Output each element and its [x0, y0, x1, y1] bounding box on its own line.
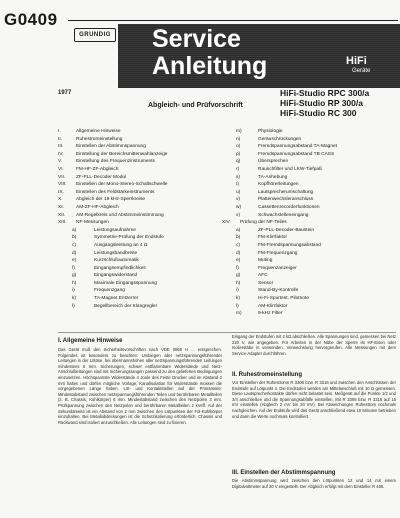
model-3: HiFi-Studio RC 300 — [280, 108, 357, 118]
toc-entry-label: AFC — [258, 273, 268, 279]
brand-logo: GRUNDIG — [74, 28, 116, 42]
toc-entry-label: Leistungsaufnahme — [94, 227, 136, 233]
toc-entry-label: Sensor — [258, 280, 274, 286]
toc-entry-label: FM-Klirrfaktor — [258, 235, 288, 241]
toc-entry — [222, 295, 392, 303]
toc-entry — [222, 174, 392, 182]
hifi-badge: HiFi — [346, 55, 367, 67]
toc-entry-number: t) — [236, 182, 239, 188]
toc-entry — [58, 257, 208, 265]
toc-entry-label: Einstellen der Mono-Stereo-Schaltschwelle — [76, 182, 168, 188]
toc-entry-number: II. — [58, 136, 62, 142]
toc-entry-number: IX. — [58, 189, 64, 195]
section-3-title: III. Einstellen der Abstimmspannung — [232, 470, 336, 476]
toc-entry-label: AM-Regelkreis und Abstimmeinstimmung — [76, 212, 164, 218]
toc-entry-label: TA-Anhebung — [258, 174, 288, 180]
section-divider — [58, 332, 396, 333]
toc-entry-number: XII. — [58, 212, 66, 218]
toc-entry-number: l) — [72, 303, 75, 309]
toc-entry-label: FM-Frequenzgang — [258, 250, 298, 256]
toc-entry-label: Einstellung der Bereichsmittenwahlanzeige — [76, 151, 168, 157]
toc-entry-number: a) — [236, 227, 241, 233]
toc-entry-number: c) — [236, 242, 240, 248]
toc-entry-label: ZF-PLL-Decoder-Baustein — [258, 227, 314, 233]
toc-entry-number: m) — [236, 311, 242, 317]
toc-entry-number: m) — [236, 129, 242, 134]
toc-entry-label: Maximale Eingangsspannung — [94, 280, 157, 286]
toc-entry-number: X. — [58, 197, 63, 203]
toc-entry-number: V. — [58, 159, 63, 165]
toc-entry-number: q) — [236, 159, 241, 165]
right-text-column — [232, 334, 396, 496]
toc-entry-number: VI. — [58, 166, 64, 172]
toc-entry-label: Rauschfilter und LKW-Tiefpaß — [258, 166, 322, 172]
toc-entry-number: XI. — [58, 204, 64, 210]
section-2-body: Vor Einstellen der Ruhestroms R 3306 bzw. R 3316 und zwischen den Anschlüssen der Endstufe auf Lötpunkt 4. Die Endstufen werden am Mittelanschluß mit 10 Ω gemessen. Diese Lautsprecherkontakte dürfen nicht belastet sein. Meßgerät auf die Punkte 1/2 und 3/4 anschließen und die Spannungsabfälle einstellen. Mit R 3306 bzw. R 3316 auf 15 mV einstellen (Abgleich 2 mV bis 20 mV). Bei Abweichungen Ruhestrom nochmals nachgleichen. Auf der Endstufe wird das Gerät anschließend etwa 10 Minuten betrieben und dann die Werte nochmals kontrolliert. — [232, 380, 396, 419]
toc-entry — [222, 227, 392, 235]
toc-entry-number: f) — [72, 265, 75, 271]
section-3-body: Die Abstimmspannung wird zwischen den Lötpunkten 12 und 14 mit einem Digitalvoltmeter auf 30 V eingestellt. Der Abgleich erfolgt mit dem Einsteller R 466. — [232, 478, 396, 489]
toc-entry — [222, 250, 392, 258]
toc-entry-number: f) — [236, 265, 239, 271]
toc-entry-label: Physiologie — [258, 129, 283, 134]
toc-entry-label: Allgemeine Hinweise — [76, 129, 121, 134]
toc-entry-number: h) — [72, 280, 77, 286]
toc-entry-number: d) — [236, 250, 241, 256]
title-line-1: Service — [152, 25, 241, 53]
year: 1977 — [58, 90, 72, 96]
toc-entry — [58, 166, 208, 174]
toc-entry-number: g) — [236, 273, 241, 279]
toc-entry-number: s) — [236, 174, 240, 180]
toc-entry — [58, 303, 208, 311]
model-2: HiFi-Studio RP 300/a — [280, 98, 363, 108]
toc-entry — [222, 234, 392, 242]
toc-entry-label: Muting — [258, 258, 273, 264]
toc-entry — [58, 136, 208, 144]
toc-entry-number: p) — [236, 151, 241, 157]
document-code: G0409 — [4, 10, 58, 29]
toc-entry — [222, 166, 392, 174]
toc-entry — [58, 280, 208, 288]
toc-entry-label: ZF-PLL-Decoder Modul — [76, 174, 127, 180]
toc-entry-label: Übersprechen — [258, 159, 289, 165]
toc-entry-number: o) — [236, 144, 241, 150]
toc-entry-label: Geräuschrückungen — [258, 136, 302, 142]
toc-entry — [222, 310, 392, 318]
toc-entry — [222, 257, 392, 265]
toc-entry-label: Fremdspannungsabstand TA-Magnet — [258, 144, 338, 150]
toc-entry — [58, 196, 208, 204]
toc-entry-number: a) — [72, 227, 77, 233]
toc-entry — [222, 242, 392, 250]
toc-entry — [222, 280, 392, 288]
toc-entry-number: l) — [236, 303, 239, 309]
toc-entry — [222, 303, 392, 311]
toc-entry — [222, 219, 392, 227]
toc-entry-label: Hi-Fi-Spurtest, Pilotnote — [258, 296, 309, 302]
toc-entry-number: d) — [72, 250, 77, 256]
toc-entry — [222, 136, 392, 144]
toc-entry-label: Leistungsbandbreite — [94, 250, 138, 256]
toc-entry-number: x) — [236, 212, 240, 218]
toc-entry — [222, 212, 392, 220]
left-text-column — [58, 338, 222, 513]
toc-entry-label: Kurzschlußautomatik — [94, 258, 139, 264]
document-title — [152, 26, 267, 80]
toc-entry-label: AM-Klirrfaktor — [258, 303, 288, 309]
toc-entry — [222, 151, 392, 159]
toc-entry-label: Einstellen der Abstimmspannung — [76, 144, 146, 150]
toc-entry-label: TA-Magnet Entzerrer — [94, 296, 139, 302]
toc-entry-label: Einstellung des Frequenzinstruments — [76, 159, 155, 165]
toc-entry — [58, 143, 208, 151]
toc-entry-number: b) — [236, 235, 241, 241]
toc-entry — [58, 295, 208, 303]
toc-entry — [222, 128, 392, 136]
toc-entry-number: XIV. — [222, 220, 231, 226]
toc-entry-label: Kopfhörerleitungen — [258, 182, 299, 188]
section-1-body: Das Gerät muß den Sicherheitsvorschriften nach VDE 0860 H ... entsprechen. Folgendes ist besonders zu beachten: Umbiegen aller netzspannungsführender Leitungen in der Lötöse, bei übermannshohen aller netzspannungsführenden Leitungen mindestens 6 mm. Sicherungen, schwer entflammbare Widerstände und Netz-Anschlußleitungen sind mit Sicherungsrangen passend zu den gelieferten Bedingungen einzusetzen. Höchspannste Widerstände 4 Joule des Feste Drucker und im Abstand 2 mm halten und dürfen mögliche Vorlage, Kanalisolation für Widerstände müssen die vorgegebenen Länge haben. Löt- und Kontaktstellen auf der Primärseite: Mindestabstand zwischen netzspannungsführenden Teilen und berührbaren Metallteilen (z. B. Chassis, Kühlkörper) 6 mm. Mindestabstand zwischen den Netzpolen 3 mm. Prüfspannung zwischen den Netzpolen und berührbaren Metallteilen 2 kVeff. Auf der Sekundärseite ist ein Abstand von 2 mm zwischen den Lötpunkten der Fol-Kühlkörper einzuhalten. Bei Metallabdeckungen ist die Schutzisolierung erforderlich. Chassis und Rückwand sind isoliert anzuschließen. Alle Leitungen sind zu fixieren. — [58, 347, 222, 425]
model-list — [280, 88, 369, 118]
toc-entry — [58, 287, 208, 295]
toc-entry-number: c) — [72, 242, 76, 248]
toc-entry — [222, 143, 392, 151]
toc-entry-label: Ruhestromeinstellung — [76, 136, 123, 142]
toc-entry-label: Abgleich der 19 kHz-Sperrkreise — [76, 197, 146, 203]
toc-entry — [58, 250, 208, 258]
toc-entry — [222, 204, 392, 212]
toc-entry-number: r) — [236, 166, 240, 172]
title-line-2: Anleitung — [152, 52, 268, 80]
toc-entry — [58, 234, 208, 242]
toc-entry-number: i) — [72, 288, 75, 294]
toc-entry-label: FM-Fremdspannungsabstand — [258, 242, 321, 248]
toc-entry-label: Symmetrie-Prüfung der Endstufe — [94, 235, 164, 241]
toc-entry-label: Ausgangsleistung an 4 Ω — [94, 242, 148, 248]
toc-entry-number: w) — [236, 204, 242, 210]
toc-entry-label: Eingangswiderstand — [94, 273, 138, 279]
toc-entry — [58, 204, 208, 212]
header-rule — [68, 20, 398, 21]
toc-entry — [222, 189, 392, 197]
toc-entry-number: b) — [72, 235, 77, 241]
toc-entry-number: IV. — [58, 151, 64, 157]
toc-entry-label: Schwachstelleneingang — [258, 212, 309, 218]
section-1-continued: Eingang der Endstufen mit 2 kΩ abschließen. Alle Spannungen sind, gemessen bei Netz 220 V, wie angegeben. Für Arbeiten in der Nähe der Sperre ist HF-Eisen oder Isolierstäbe in verwenden, Verwechslung hervorgerufen. Alle Messungen mit dem Service-Adapter durchführen. — [232, 334, 396, 356]
toc-entry-number: VIII. — [58, 182, 67, 188]
toc-entry — [58, 219, 208, 227]
toc-entry — [222, 265, 392, 273]
toc-entry-number: III. — [58, 144, 64, 150]
subtitle: Abgleich- und Prüfvorschrift — [148, 102, 243, 109]
toc-entry — [58, 227, 208, 235]
section-1-title: I. Allgemeine Hinweise — [58, 338, 123, 344]
toc-entry-label: NF-Messungen — [76, 220, 109, 226]
toc-right-column — [222, 128, 392, 318]
toc-entry-number: XIII. — [58, 220, 67, 226]
toc-left-column — [58, 128, 208, 310]
toc-entry-label: Stand-By-Kontrolle — [258, 288, 299, 294]
toc-entry — [58, 265, 208, 273]
toc-entry-number: v) — [236, 197, 240, 203]
toc-entry — [58, 128, 208, 136]
toc-entry-label: Prüfung der NF-Teiles — [240, 220, 287, 226]
toc-entry-label: Frequenzgang — [94, 288, 125, 294]
toc-entry-label: Begellbereich der Klangregler — [94, 303, 158, 309]
toc-entry-number: h) — [236, 280, 241, 286]
toc-entry — [58, 272, 208, 280]
toc-entry-number: u) — [236, 189, 241, 195]
toc-entry — [58, 151, 208, 159]
toc-entry-number: g) — [72, 273, 77, 279]
toc-entry — [58, 242, 208, 250]
toc-entry-number: e) — [72, 258, 77, 264]
toc-entry — [58, 158, 208, 166]
toc-entry-label: Plattenwechsleranschluss — [258, 197, 314, 203]
toc-entry-number: e) — [236, 258, 241, 264]
section-2-title: II. Ruhestromeinstellung — [232, 372, 303, 378]
toc-entry-label: Fremdspannungsabstand TB CASS — [258, 151, 335, 157]
toc-entry — [58, 212, 208, 220]
toc-entry-label: Lautsprecherumschaltung — [258, 189, 314, 195]
toc-entry-label: Eingangsempfindlichkeit — [94, 265, 146, 271]
toc-entry — [58, 181, 208, 189]
hifi-badge-sub: Geräte — [352, 68, 371, 74]
toc-entry-label: AM-ZF-HF-Abgleich — [76, 204, 119, 210]
toc-entry-number: VII. — [58, 174, 66, 180]
toc-entry-label: Cassettenrecorderfunktionen — [258, 204, 320, 210]
toc-entry — [222, 196, 392, 204]
model-1: HiFi-Studio RPC 300/a — [280, 88, 370, 98]
toc-entry — [222, 287, 392, 295]
toc-entry-number: k) — [236, 296, 240, 302]
toc-entry — [58, 189, 208, 197]
toc-entry — [222, 158, 392, 166]
toc-entry-label: Einstellen des Feldstärkeinstruments — [76, 189, 155, 195]
toc-entry — [58, 174, 208, 182]
toc-entry-label: Frequenzanzeiger — [258, 265, 297, 271]
toc-entry-number: k) — [72, 296, 76, 302]
toc-entry-number: n) — [236, 136, 241, 142]
toc-entry-number: i) — [236, 288, 239, 294]
toc-entry — [222, 272, 392, 280]
toc-entry-number: I. — [58, 129, 61, 134]
toc-entry — [222, 181, 392, 189]
toc-entry-label: FM-HF-ZF-Abgleich — [76, 166, 119, 172]
toc-entry-label: 9-kHz Filter — [258, 311, 283, 317]
